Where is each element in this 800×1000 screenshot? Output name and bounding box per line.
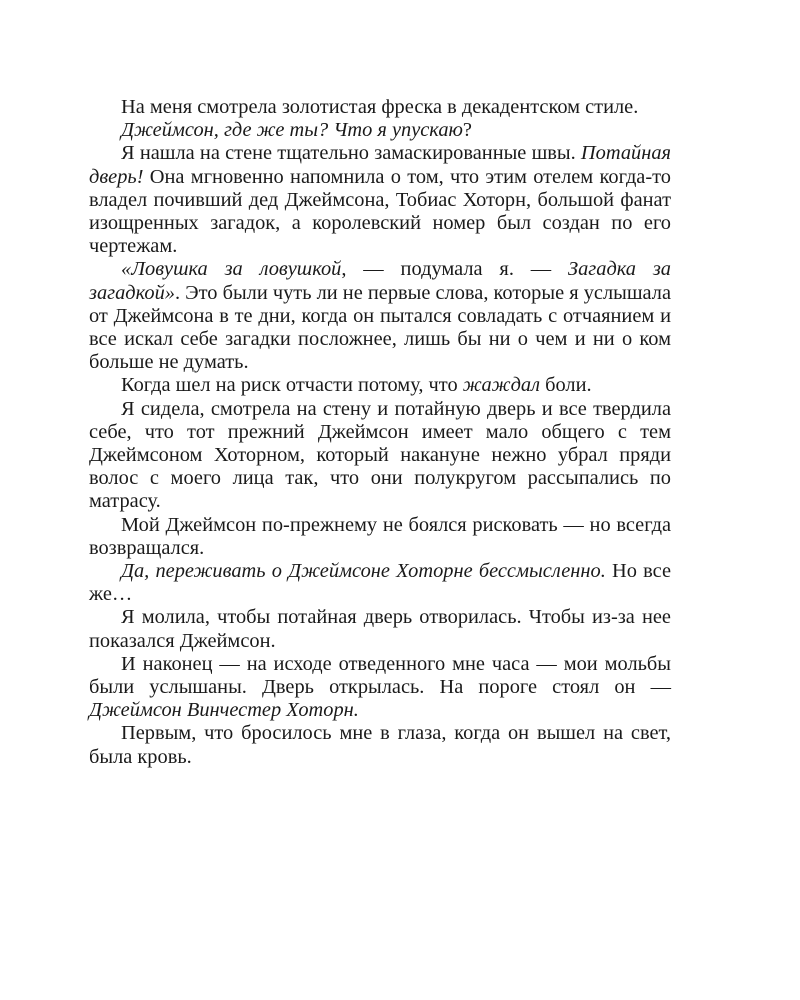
italic-text-run: «Ловушка за ловушкой bbox=[121, 258, 342, 281]
italic-text-run: Да, переживать о Джеймсоне Хоторне бессмысленно. bbox=[121, 560, 606, 583]
text-run: Я молила, чтобы потайная дверь отворилась. Чтобы из-за нее показался Джеймсон. bbox=[89, 606, 671, 652]
text-run: Она мгновенно напомнила о том, что этим отелем когда-то владел почивший дед Джеймсона, Тобиас Хоторн, большой фанат изощренных загадок, а королевский номер был создан по его чертежам. bbox=[89, 165, 671, 258]
text-run: Мой Джеймсон по-прежнему не боялся рисковать — но всегда возвращался. bbox=[89, 513, 671, 559]
italic-text-run: Потайная дверь! bbox=[89, 142, 671, 188]
paragraph-8 bbox=[89, 560, 671, 606]
paragraph-10 bbox=[89, 653, 671, 723]
text-run: , — подумала я. — bbox=[341, 258, 569, 281]
paragraph-7 bbox=[89, 514, 671, 560]
text-run: ? bbox=[462, 119, 472, 142]
text-run: боли. bbox=[540, 374, 592, 397]
paragraph-6 bbox=[89, 398, 671, 514]
italic-text-run: Джеймсон Винчестер Хоторн. bbox=[89, 699, 359, 722]
text-run: Но все же… bbox=[89, 560, 671, 606]
paragraph-2 bbox=[89, 119, 671, 142]
italic-text-run: жаждал bbox=[462, 374, 541, 397]
text-run: Я сидела, смотрела на стену и потайную дверь и все твердила себе, что тот прежний Джеймсон имеет мало общего с тем Джеймсоном Хоторном, который накануне нежно убрал пряди волос с моего лица так, что они полукругом рассыпались по матрасу. bbox=[89, 397, 671, 513]
text-run: . Это были чуть ли не первые слова, которые я услышала от Джеймсона в те дни, когда он пытался совладать с отчаянием и все искал себе загадки посложнее, лишь бы ни о чем и ни о ком больше не думать. bbox=[89, 281, 671, 374]
italic-text-run: Загадка за загадкой» bbox=[89, 258, 671, 304]
text-run: Первым, что бросилось мне в глаза, когда он вышел на свет, была кровь. bbox=[89, 722, 671, 768]
text-run: Я нашла на стене тщательно замаскированные швы. bbox=[121, 142, 581, 165]
book-page bbox=[89, 96, 671, 769]
italic-text-run: Джеймсон, где же ты? Что я упускаю bbox=[121, 119, 463, 142]
paragraph-5 bbox=[89, 374, 671, 397]
paragraph-1 bbox=[89, 96, 671, 119]
paragraph-9 bbox=[89, 606, 671, 652]
text-run: Когда шел на риск отчасти потому, что bbox=[121, 374, 463, 397]
text-run: И наконец — на исходе отведенного мне часа — мои мольбы были услышаны. Дверь открылась. На пороге стоял он — bbox=[89, 652, 671, 699]
paragraph-4 bbox=[89, 258, 671, 374]
paragraph-3 bbox=[89, 142, 671, 258]
paragraph-11 bbox=[89, 722, 671, 768]
text-run: На меня смотрела золотистая фреска в декадентском стиле. bbox=[121, 96, 639, 118]
